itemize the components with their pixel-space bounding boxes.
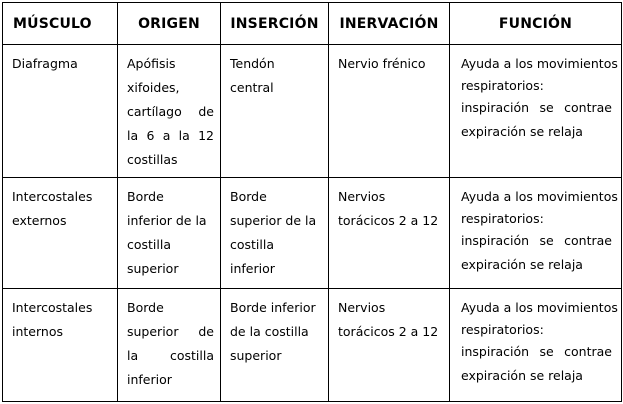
cell-line: inferior (230, 261, 275, 277)
cell-word: inspiración (461, 343, 530, 359)
cell-line: respiratorios: (461, 321, 544, 337)
cell-line: xifoides, (127, 80, 180, 95)
cell-line: central (230, 80, 274, 95)
cell-word: de (198, 104, 214, 119)
cell-line: costilla (230, 237, 275, 253)
cell-word: la (127, 347, 139, 363)
cell-line: Intercostales (12, 299, 93, 315)
cell-word: contrae (564, 343, 612, 359)
cell-line: superior de la (230, 213, 317, 229)
cell-word: inspiración (461, 100, 530, 115)
cell-line: Borde (127, 299, 164, 315)
cell-line (461, 229, 612, 253)
cell-line (127, 344, 214, 368)
cell-word: contrae (564, 100, 612, 115)
cell-funcion (450, 45, 622, 178)
table-row (3, 178, 622, 288)
cell-musculo (3, 45, 118, 178)
cell-word: se (539, 233, 554, 249)
table-row (3, 288, 622, 401)
header-funcion: FUNCIÓN (450, 3, 622, 45)
cell-origen (118, 45, 221, 178)
cell-insercion (221, 45, 329, 178)
cell-line: Borde inferior (230, 299, 316, 315)
cell-line: costillas (127, 152, 178, 167)
cell-line: costilla (127, 237, 172, 253)
cell-origen (118, 178, 221, 288)
cell-line: expiración se relaja (461, 367, 583, 383)
cell-line: expiración se relaja (461, 257, 583, 273)
cell-funcion (450, 288, 622, 401)
cell-musculo (3, 288, 118, 401)
header-inervacion: INERVACIÓN (329, 3, 450, 45)
cell-line: Ayuda a los movimientos (461, 56, 618, 71)
cell-inervacion (329, 45, 450, 178)
cell-line: Intercostales (12, 189, 93, 205)
cell-funcion (450, 178, 622, 288)
header-row (3, 3, 622, 45)
cell-line: torácicos 2 a 12 (338, 323, 439, 339)
cell-line: Ayuda a los movimientos (461, 299, 618, 315)
cell-word: de (198, 323, 214, 339)
cell-line (461, 96, 612, 120)
cell-line: superior (127, 261, 179, 277)
cell-inervacion (329, 178, 450, 288)
muscle-table (2, 2, 622, 402)
cell-line (461, 340, 612, 364)
cell-word: inspiración (461, 233, 530, 249)
header-origen: ORIGEN (118, 3, 221, 45)
cell-line: Nervios (338, 299, 386, 315)
header-insercion: INSERCIÓN (221, 3, 329, 45)
cell-word: contrae (564, 233, 612, 249)
cell-line: torácicos 2 a 12 (338, 213, 439, 229)
cell-line: Diafragma (12, 56, 78, 71)
cell-line: inferior (127, 371, 172, 387)
cell-line: Tendón (230, 56, 275, 71)
cell-line (127, 100, 214, 124)
cell-line: respiratorios: (461, 78, 544, 93)
cell-line: externos (12, 213, 67, 229)
cell-word: 6 (146, 128, 155, 143)
cell-line: Apófisis (127, 56, 176, 71)
cell-line: Borde (127, 189, 164, 205)
cell-line: Ayuda a los movimientos (461, 189, 618, 205)
cell-word: a (162, 128, 171, 143)
cell-line: Nervios (338, 189, 386, 205)
cell-line: respiratorios: (461, 211, 544, 227)
header-musculo: MÚSCULO (3, 3, 118, 45)
cell-word: se (539, 100, 554, 115)
cell-line: Nervio frénico (338, 56, 426, 71)
cell-word: la (127, 128, 139, 143)
cell-line (127, 320, 214, 344)
cell-musculo (3, 178, 118, 288)
cell-inervacion (329, 288, 450, 401)
table-row (3, 45, 622, 178)
cell-line: superior (230, 347, 282, 363)
cell-line: de la costilla (230, 323, 309, 339)
cell-line: expiración se relaja (461, 124, 583, 139)
cell-insercion (221, 288, 329, 401)
cell-word: cartílago (127, 104, 182, 119)
cell-line: inferior de la (127, 213, 207, 229)
cell-line (127, 124, 214, 148)
cell-word: costilla (169, 347, 214, 363)
cell-word: 12 (198, 128, 214, 143)
cell-line: Borde (230, 189, 267, 205)
cell-origen (118, 288, 221, 401)
cell-word: se (539, 343, 554, 359)
cell-line: internos (12, 323, 63, 339)
cell-insercion (221, 178, 329, 288)
cell-word: la (178, 128, 190, 143)
cell-word: superior (127, 323, 179, 339)
